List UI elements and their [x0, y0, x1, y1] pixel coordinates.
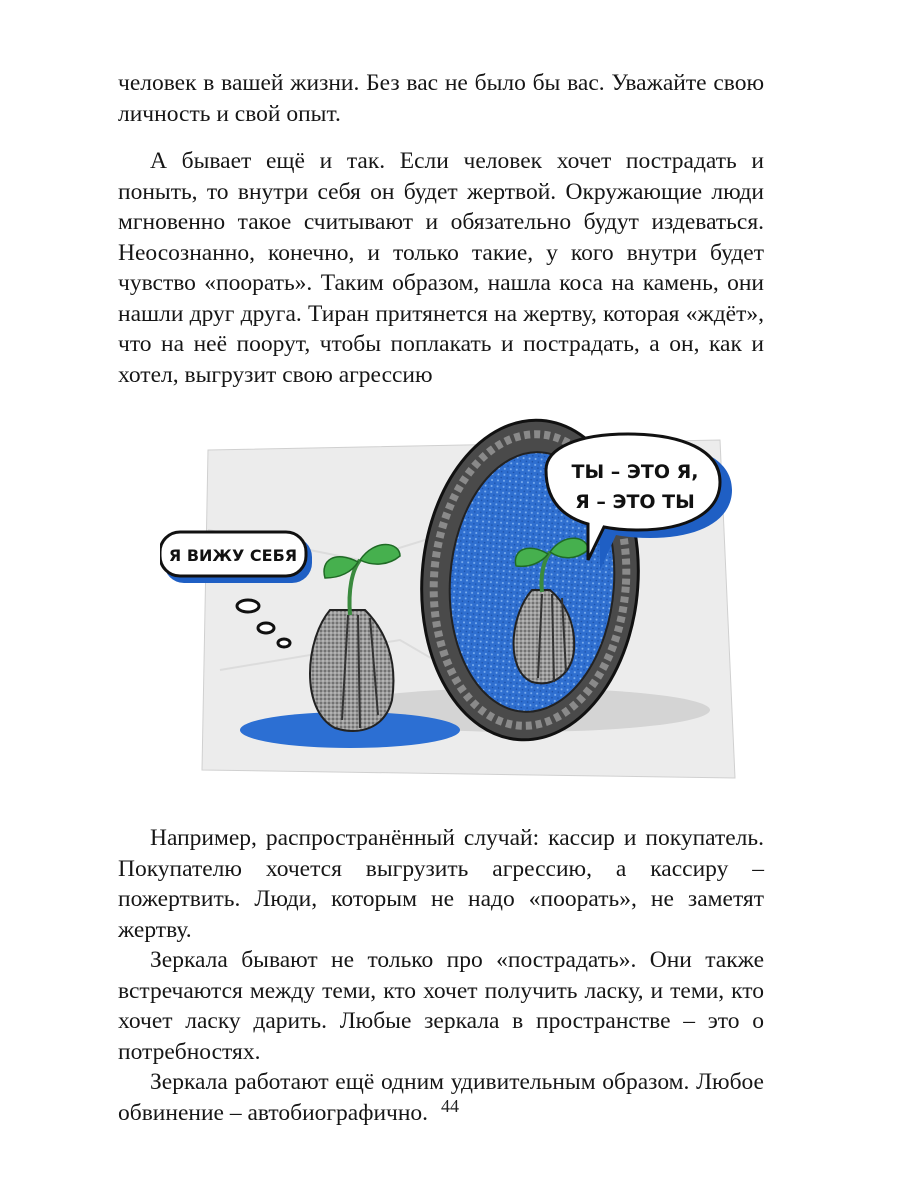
- mirror-illustration: [160, 410, 740, 790]
- paragraph-mirrors-needs: Зеркала бывают не только про «пострадать». Они также встречаются между теми, кто хочет получить ласку, и теми, кто хочет ласку дарить. Любые зеркала в пространстве – это о потребностях.: [118, 947, 764, 1065]
- bottom-text-block: [118, 823, 764, 1128]
- speech-bubble-line-1: ТЫ – ЭТО Я,: [571, 461, 699, 483]
- paragraph-accusation: Зеркала работают ещё одним удивительным образом. Любое обвинение – автобиографично.: [118, 1069, 764, 1126]
- paragraph-example: Например, распространённый случай: кассир и покупатель. Покупателю хочется выгрузить агрессию, а кассиру – пожертвить. Люди, которым не надо «поорать», не заметят жертву.: [118, 825, 764, 943]
- paragraph-victim: А бывает ещё и так. Если человек хочет пострадать и поныть, то внутри себя он будет жертвой. Окружающие люди мгновенно такое считывают и обязательно будут издеваться. Неосознанно, конечно, и только такие, у кого внутри будет чувство «поорать». Таким образом, нашла коса на камень, они нашли друг друга. Тиран притянется на жертву, которая «ждёт», что на неё поорут, чтобы поплакать и пострадать, а он, как и хотел, выгрузит свою агрессию: [118, 148, 764, 388]
- page-number: 44: [441, 1096, 459, 1116]
- thought-bubble-text: Я ВИЖУ СЕБЯ: [168, 546, 298, 565]
- paragraph-continuation: человек в вашей жизни. Без вас не было бы вас. Уважайте свою личность и свой опыт.: [118, 70, 764, 127]
- speech-bubble-line-2: Я – ЭТО ТЫ: [575, 491, 695, 513]
- top-text-block-1: [118, 68, 764, 129]
- top-text-block-2: [118, 146, 764, 390]
